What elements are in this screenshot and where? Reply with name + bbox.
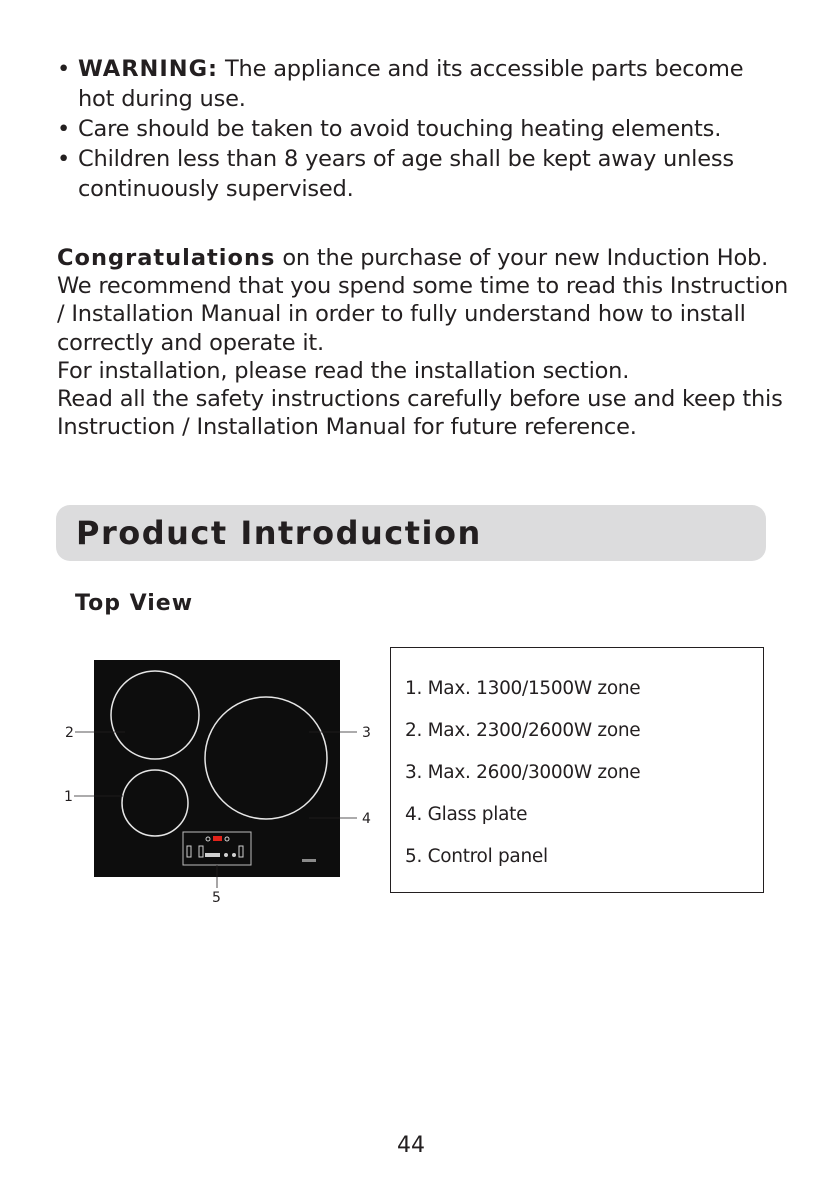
page-number: 44 <box>397 1133 425 1158</box>
section-title: Product Introduction <box>76 514 482 552</box>
section-header <box>56 505 766 561</box>
legend-item: 2. Max. 2300/2600W zone <box>405 720 641 741</box>
warning-text: The appliance and its accessible parts become hot during use. <box>78 56 744 112</box>
power-indicator-icon <box>213 836 222 841</box>
intro-paragraph <box>57 244 797 441</box>
legend-item: 4. Glass plate <box>405 804 528 825</box>
warning-list <box>56 54 786 204</box>
legend-item: 3. Max. 2600/3000W zone <box>405 762 641 783</box>
legend-item: 1. Max. 1300/1500W zone <box>405 678 641 699</box>
warning-text: Care should be taken to avoid touching heating elements. <box>78 116 722 142</box>
intro-lead-strong: Congratulations <box>57 245 276 271</box>
warning-label: WARNING: <box>78 56 219 82</box>
callout-3: 3 <box>362 725 371 741</box>
warning-item <box>56 114 786 144</box>
parts-legend <box>405 668 640 878</box>
callout-4: 4 <box>362 811 371 827</box>
intro-installation-line: For installation, please read the installation section. <box>57 357 630 384</box>
warning-text: Children less than 8 years of age shall be kept away unless continuously supervised. <box>78 146 734 202</box>
hob-glass-plate <box>94 660 340 877</box>
intro-lead-text: on the purchase of your new Induction Hob. We recommend that you spend some time to read this Instruction / Installation Manual in order to fully understand how to install correctly and operate it. <box>57 245 789 356</box>
intro-safety-line: Read all the safety instructions carefully before use and keep this Instruction / Installation Manual for future reference. <box>57 386 783 441</box>
callout-2: 2 <box>65 725 74 741</box>
legend-item: 5. Control panel <box>405 846 548 867</box>
warning-item <box>56 54 786 114</box>
intro-lead <box>57 244 797 357</box>
brand-logo <box>302 859 316 862</box>
warning-item <box>56 144 786 204</box>
hob-top-view-diagram <box>50 650 390 920</box>
callout-1: 1 <box>64 789 73 805</box>
callout-5: 5 <box>212 890 221 906</box>
parts-legend-box <box>390 647 764 893</box>
top-view-heading: Top View <box>75 591 194 616</box>
